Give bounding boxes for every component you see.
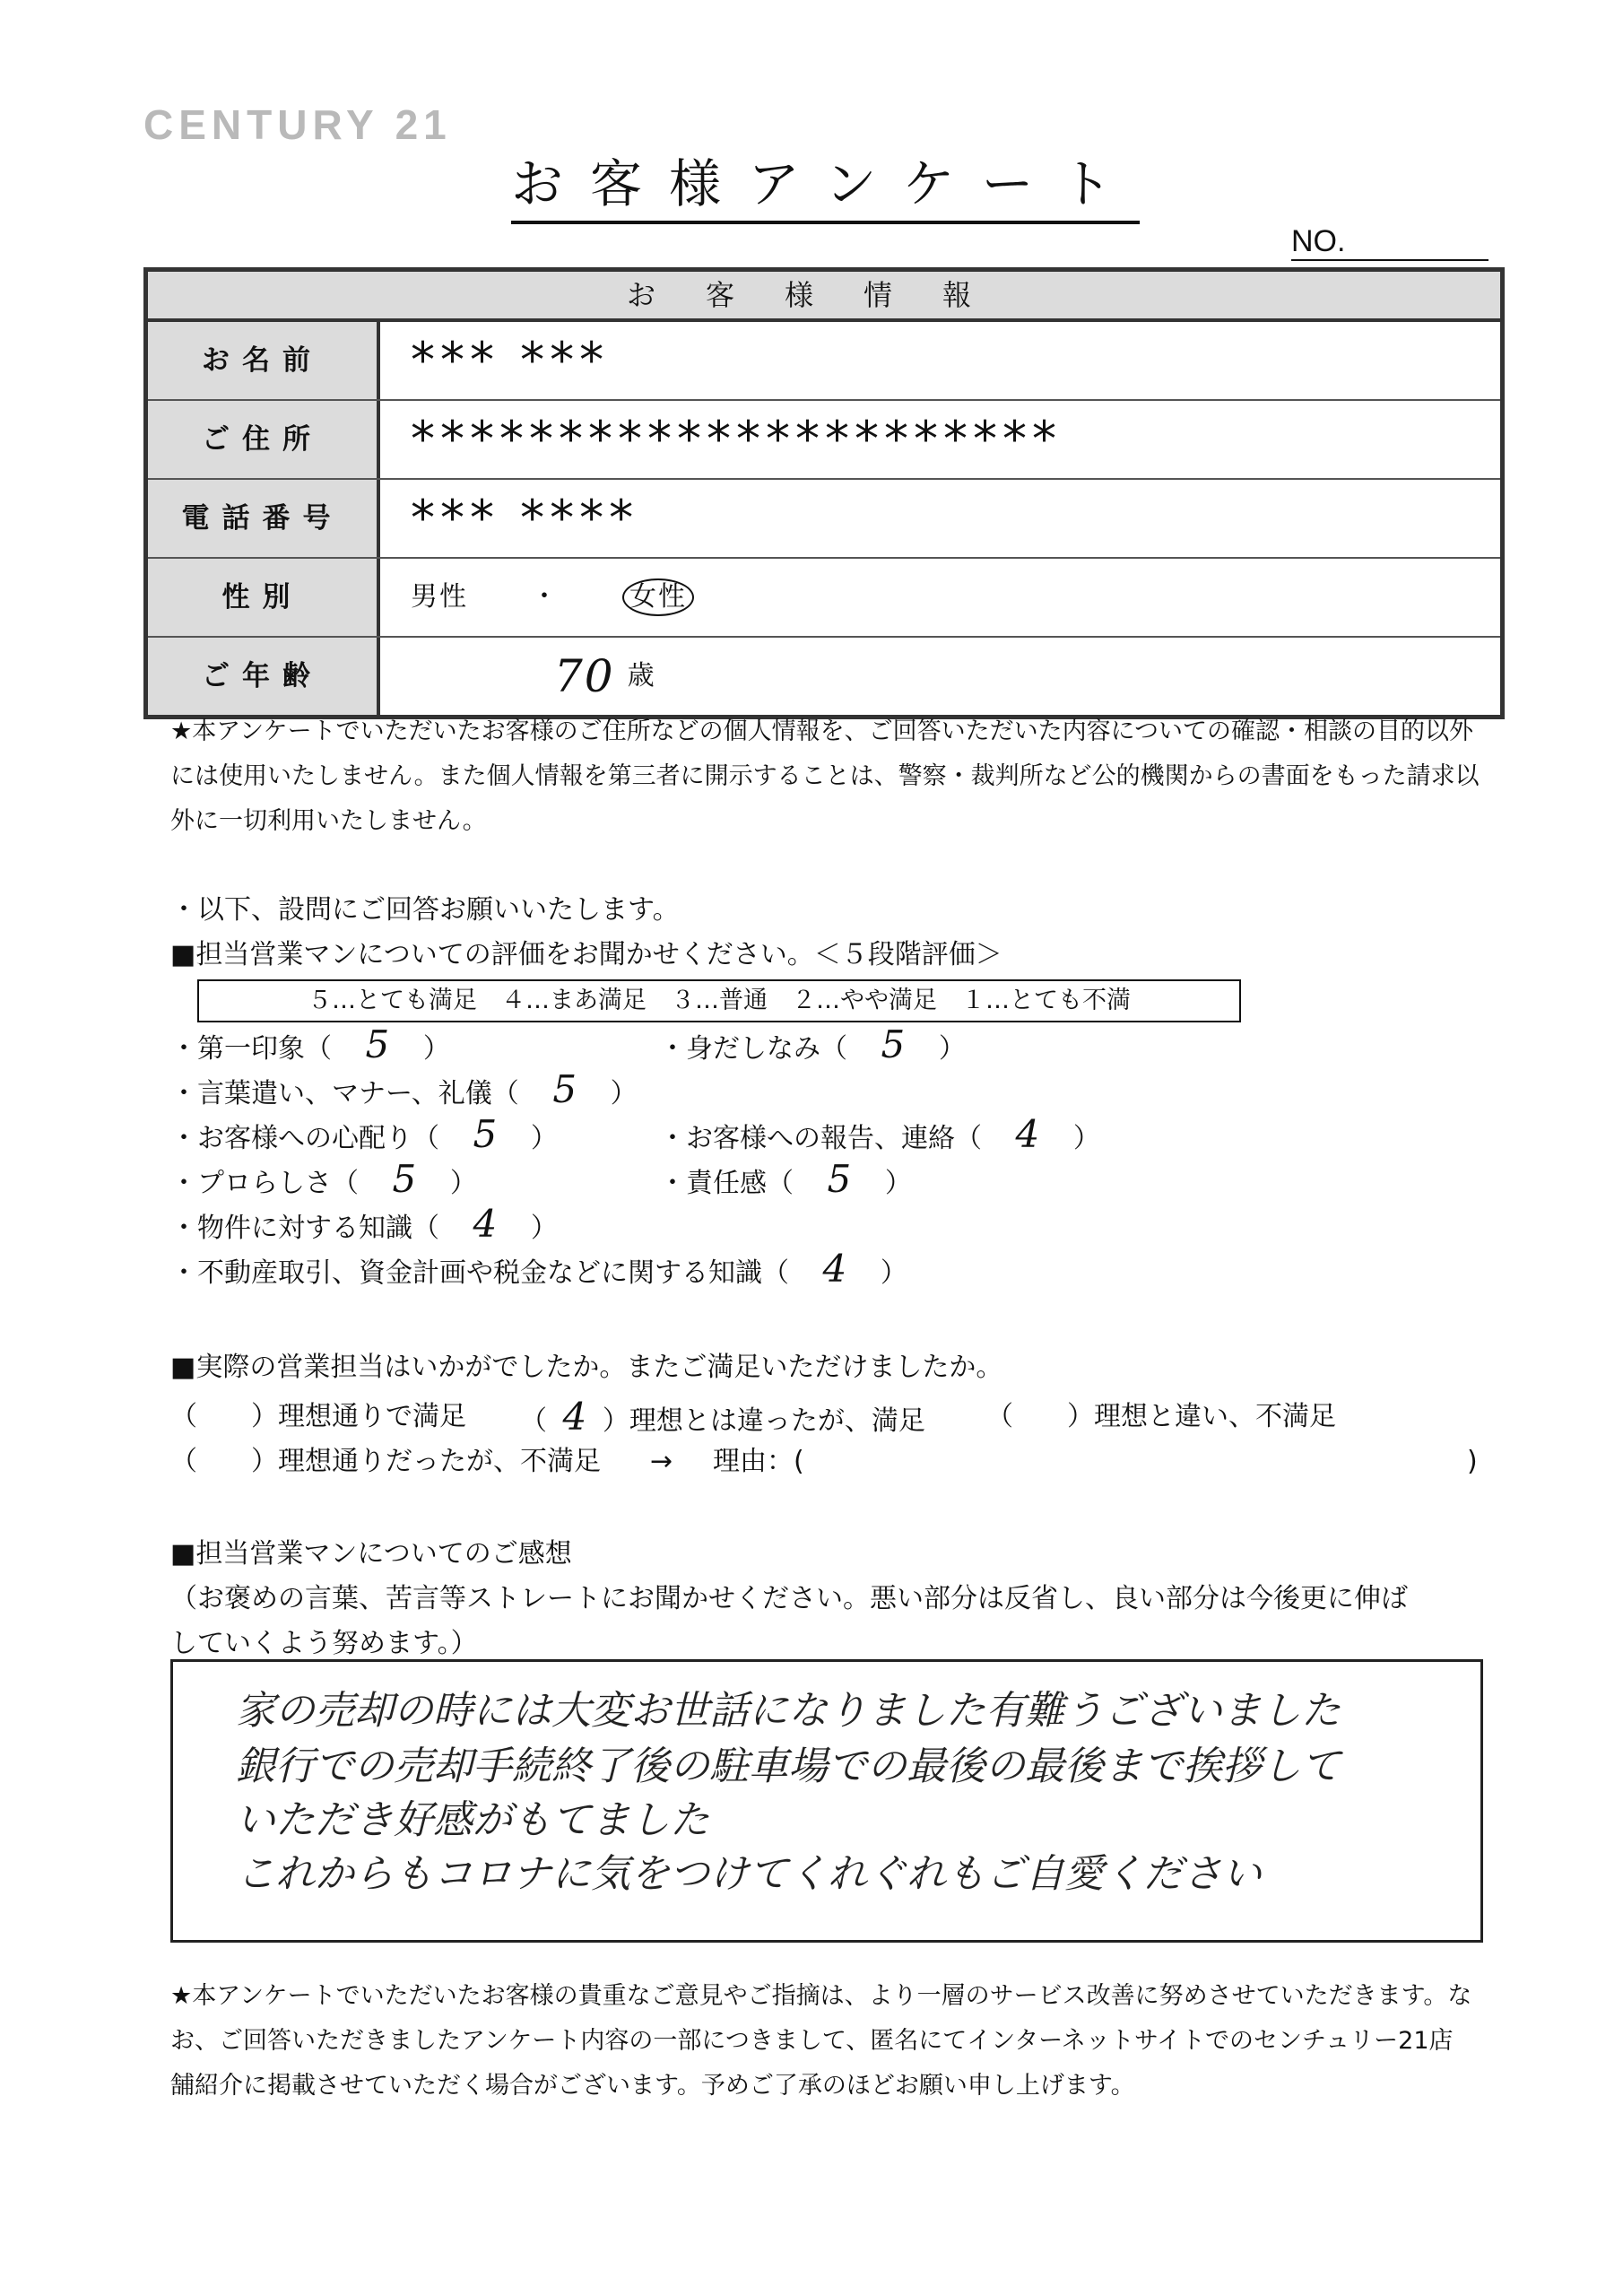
satisfaction-heading: ■実際の営業担当はいかがでしたか。またご満足いただけましたか。 <box>170 1352 1003 1383</box>
eval-item-property-knowledge <box>170 1202 558 1251</box>
eval-item-consideration <box>170 1112 558 1161</box>
eval-score[interactable]: 4 <box>1015 1112 1040 1156</box>
eval-label: ・プロらしさ（ <box>170 1168 359 1199</box>
eval-close: ） <box>530 1123 558 1154</box>
eval-label: ・責任感（ <box>659 1168 794 1199</box>
eval-score[interactable]: 5 <box>365 1022 390 1066</box>
satisfaction-mark: 4 <box>562 1395 587 1439</box>
name-row <box>148 322 1500 401</box>
evaluation-heading: ■担当営業マンについての評価をお聞かせください。＜５段階評価＞ <box>170 939 1002 970</box>
eval-close: ） <box>880 1257 907 1289</box>
satisfaction-option-2[interactable] <box>520 1395 925 1444</box>
age-field <box>380 638 1500 715</box>
age-row <box>148 638 1500 715</box>
gender-female-circled[interactable]: 女性 <box>622 578 694 616</box>
eval-close: ） <box>938 1033 966 1065</box>
century21-logo: CENTURY 21 <box>143 101 452 148</box>
eval-close: ） <box>1072 1123 1100 1154</box>
privacy-note-line2: には使用いたしません。また個人情報を第三者に開示することは、警察・裁判所など公的機関からの書面をもった請求以 <box>170 762 1480 790</box>
gender-male[interactable]: 男性 <box>411 581 468 613</box>
eval-score[interactable]: 4 <box>473 1202 498 1246</box>
comment-line-4: これからもコロナに気をつけてくれぐれもご自愛ください <box>236 1851 1262 1897</box>
eval-label: ・不動産取引、資金計画や税金などに関する知識（ <box>170 1257 789 1289</box>
evaluation-intro: ・以下、設問にご回答お願いいたします。 <box>170 894 680 926</box>
eval-item-professionalism <box>170 1157 477 1206</box>
phone-label: 電話番号 <box>148 480 380 557</box>
eval-item-reporting <box>659 1112 1100 1161</box>
eval-label: ・お客様への報告、連絡（ <box>659 1123 982 1154</box>
privacy-note-line3: 外に一切利用いたしません。 <box>170 807 487 835</box>
eval-item-manners <box>170 1067 638 1117</box>
satisfaction-option-3[interactable]: （ ）理想と違い、不満足 <box>986 1401 1336 1432</box>
rating-scale-box: ５…とても満足 ４…まあ満足 ３…普通 ２…やや満足 １…とても不満 <box>197 979 1241 1022</box>
eval-close: ） <box>884 1168 912 1199</box>
gender-label: 性別 <box>148 559 380 636</box>
address-value[interactable]: ********************** <box>411 411 1062 467</box>
comment-line-3: いただき好感がもてました <box>236 1797 709 1843</box>
eval-score[interactable]: 4 <box>822 1247 847 1291</box>
gender-separator: ・ <box>531 581 560 613</box>
address-row <box>148 401 1500 480</box>
address-label: ご住所 <box>148 401 380 478</box>
number-label: NO. <box>1291 224 1488 261</box>
footer-note-line3: 舗紹介に掲載させていただく場合がございます。予めご了承のほどお願い申し上げます。 <box>170 2072 1135 2100</box>
eval-score[interactable]: 5 <box>392 1157 417 1201</box>
eval-item-finance-knowledge <box>170 1247 907 1296</box>
eval-item-responsibility <box>659 1157 912 1206</box>
impressions-subtext-1: （お褒めの言葉、苦言等ストレートにお聞かせください。悪い部分は反省し、良い部分は今後更に伸ば <box>170 1583 1408 1614</box>
eval-label: ・物件に対する知識（ <box>170 1213 439 1244</box>
comment-line-1: 家の売却の時には大変お世話になりました有難うございました <box>236 1688 1341 1734</box>
reason-arrow: → <box>650 1446 673 1477</box>
eval-label: ・第一印象（ <box>170 1033 332 1065</box>
eval-close: ） <box>422 1033 450 1065</box>
eval-close: ） <box>449 1168 477 1199</box>
satisfaction-option-1[interactable]: （ ）理想通りで満足 <box>170 1401 466 1432</box>
option-label: ）理想とは違ったが、満足 <box>602 1405 925 1437</box>
age-unit: 歳 <box>627 660 656 691</box>
name-value[interactable]: *** *** <box>411 332 610 388</box>
impressions-heading: ■担当営業マンについてのご感想 <box>170 1538 572 1570</box>
eval-item-first-impression <box>170 1022 450 1072</box>
satisfaction-option-4[interactable]: （ ）理想通りだったが、不満足 <box>170 1446 601 1477</box>
eval-label: ・身だしなみ（ <box>659 1033 847 1065</box>
footer-note-line2: お、ご回答いただきましたアンケート内容の一部につきまして、匿名にてインターネットサイトでのセンチュリー21店 <box>170 2027 1454 2055</box>
impressions-subtext-2: していくよう努めます。） <box>170 1628 478 1659</box>
eval-close: ） <box>610 1078 638 1109</box>
customer-info-table <box>143 267 1505 719</box>
reason-close: ) <box>1467 1446 1478 1477</box>
phone-row <box>148 480 1500 559</box>
privacy-note-line1: ★本アンケートでいただいたお客様のご住所などの個人情報を、ご回答いただいた内容についての確認・相談の目的以外 <box>170 718 1474 745</box>
impressions-comment-box[interactable] <box>170 1659 1483 1943</box>
eval-label: ・お客様への心配り（ <box>170 1123 439 1154</box>
phone-value[interactable]: *** **** <box>411 490 639 546</box>
eval-item-appearance <box>659 1022 966 1072</box>
customer-info-heading: お客様情報 <box>148 272 1500 322</box>
gender-options <box>380 559 1500 636</box>
reason-label: 理由：( <box>713 1446 804 1477</box>
comment-line-2: 銀行での売却手続終了後の駐車場での最後の最後まで挨拶して <box>236 1744 1341 1789</box>
name-label: お名前 <box>148 322 380 399</box>
eval-score[interactable]: 5 <box>473 1112 498 1156</box>
age-value[interactable]: 70 <box>554 650 615 702</box>
age-label: ご年齢 <box>148 638 380 715</box>
eval-score[interactable]: 5 <box>881 1022 906 1066</box>
eval-score[interactable]: 5 <box>552 1067 577 1111</box>
option-paren: （ <box>520 1405 547 1437</box>
gender-row <box>148 559 1500 638</box>
eval-close: ） <box>530 1213 558 1244</box>
footer-note-line1: ★本アンケートでいただいたお客様の貴重なご意見やご指摘は、より一層のサービス改善に努めさせていただきます。な <box>170 1982 1472 2010</box>
page-title: お客様アンケート <box>511 142 1140 224</box>
eval-label: ・言葉遣い、マナー、礼儀（ <box>170 1078 519 1109</box>
eval-score[interactable]: 5 <box>827 1157 852 1201</box>
